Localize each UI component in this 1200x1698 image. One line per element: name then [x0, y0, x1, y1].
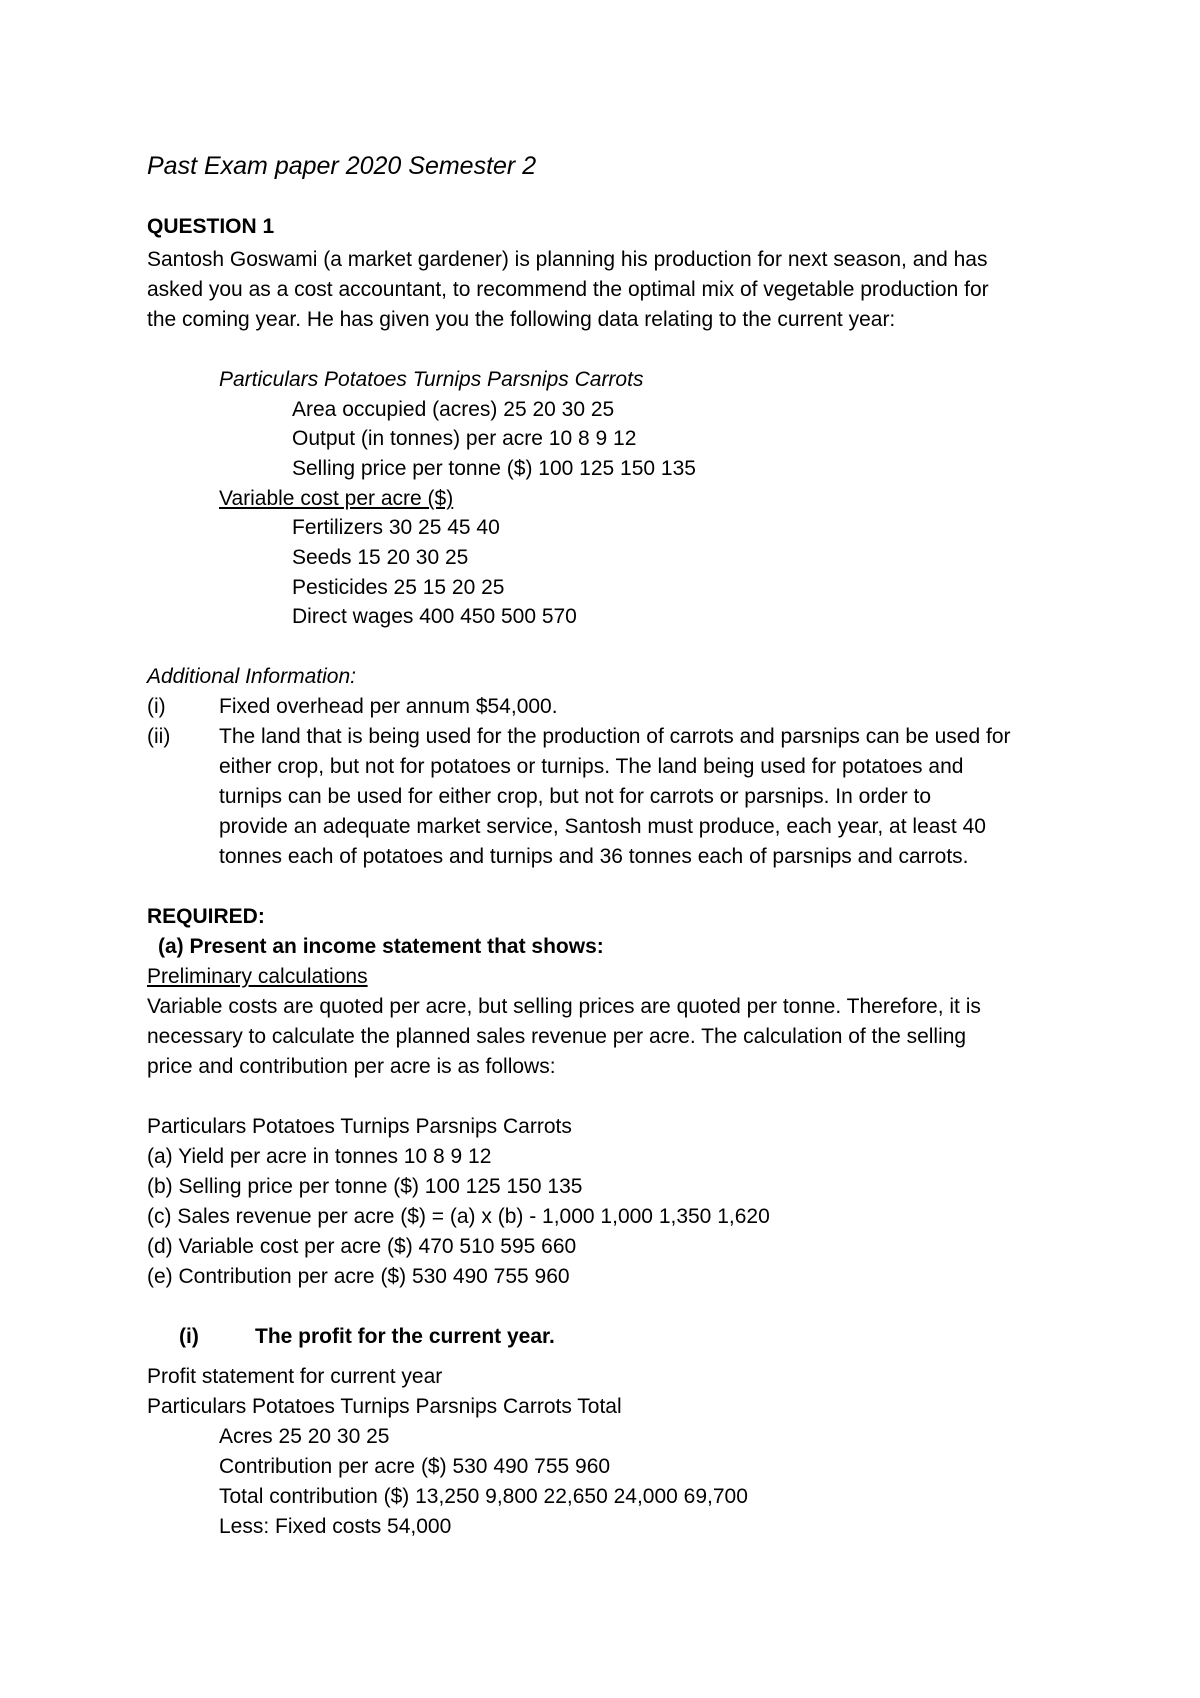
additional-item-line: turnips can be used for either crop, but not for carrots or parsnips. In order to [219, 785, 932, 808]
variable-cost-row: Seeds 15 20 30 25 [292, 546, 469, 569]
variable-cost-row: Pesticides 25 15 20 25 [292, 576, 505, 599]
intro-line: asked you as a cost accountant, to recommend the optimal mix of vegetable production for [147, 278, 989, 301]
required-heading: REQUIRED: [147, 905, 265, 928]
calc-row: (a) Yield per acre in tonnes 10 8 9 12 [147, 1145, 492, 1168]
intro-line: the coming year. He has given you the following data relating to the current year: [147, 308, 896, 331]
part-i-heading: The profit for the current year. [255, 1325, 555, 1348]
profit-table-header: Particulars Potatoes Turnips Parsnips Carrots Total [147, 1395, 622, 1418]
data-table-row: Area occupied (acres) 25 20 30 25 [292, 398, 615, 421]
profit-row: Less: Fixed costs 54,000 [219, 1515, 452, 1538]
additional-item-line: either crop, but not for potatoes or turnips. The land being used for potatoes and [219, 755, 964, 778]
preliminary-text-line: price and contribution per acre is as follows: [147, 1055, 556, 1078]
data-table-header: Particulars Potatoes Turnips Parsnips Carrots [219, 368, 644, 391]
part-a-heading: (a) Present an income statement that shows: [158, 935, 604, 958]
intro-line: Santosh Goswami (a market gardener) is planning his production for next season, and has [147, 248, 988, 271]
calc-row: (c) Sales revenue per acre ($) = (a) x (b) - 1,000 1,000 1,350 1,620 [147, 1205, 770, 1228]
profit-row: Contribution per acre ($) 530 490 755 960 [219, 1455, 611, 1478]
document-title: Past Exam paper 2020 Semester 2 [147, 152, 537, 180]
list-marker: (ii) [147, 725, 171, 748]
calc-row: (b) Selling price per tonne ($) 100 125 150 135 [147, 1175, 583, 1198]
additional-info-heading: Additional Information: [147, 665, 356, 688]
variable-cost-heading: Variable cost per acre ($) [219, 487, 454, 510]
preliminary-text-line: Variable costs are quoted per acre, but selling prices are quoted per tonne. Therefore, it is [147, 995, 981, 1018]
preliminary-text-line: necessary to calculate the planned sales revenue per acre. The calculation of the selling [147, 1025, 967, 1048]
additional-item-line: Fixed overhead per annum $54,000. [219, 695, 558, 718]
data-table-row: Selling price per tonne ($) 100 125 150 135 [292, 457, 696, 480]
profit-row: Acres 25 20 30 25 [219, 1425, 390, 1448]
part-i-marker: (i) [179, 1325, 199, 1348]
profit-statement-heading: Profit statement for current year [147, 1365, 443, 1388]
variable-cost-row: Fertilizers 30 25 45 40 [292, 516, 500, 539]
list-marker: (i) [147, 695, 166, 718]
additional-item-line: tonnes each of potatoes and turnips and 36 tonnes each of parsnips and carrots. [219, 845, 969, 868]
variable-cost-row: Direct wages 400 450 500 570 [292, 605, 577, 628]
calc-header: Particulars Potatoes Turnips Parsnips Carrots [147, 1115, 572, 1138]
calc-row: (d) Variable cost per acre ($) 470 510 595 660 [147, 1235, 577, 1258]
question-heading: QUESTION 1 [147, 215, 275, 238]
additional-item-line: The land that is being used for the production of carrots and parsnips can be used for [219, 725, 1011, 748]
calc-row: (e) Contribution per acre ($) 530 490 755 960 [147, 1265, 570, 1288]
data-table-row: Output (in tonnes) per acre 10 8 9 12 [292, 427, 637, 450]
preliminary-heading: Preliminary calculations [147, 965, 368, 988]
profit-row: Total contribution ($) 13,250 9,800 22,650 24,000 69,700 [219, 1485, 748, 1508]
additional-item-line: provide an adequate market service, Santosh must produce, each year, at least 40 [219, 815, 986, 838]
